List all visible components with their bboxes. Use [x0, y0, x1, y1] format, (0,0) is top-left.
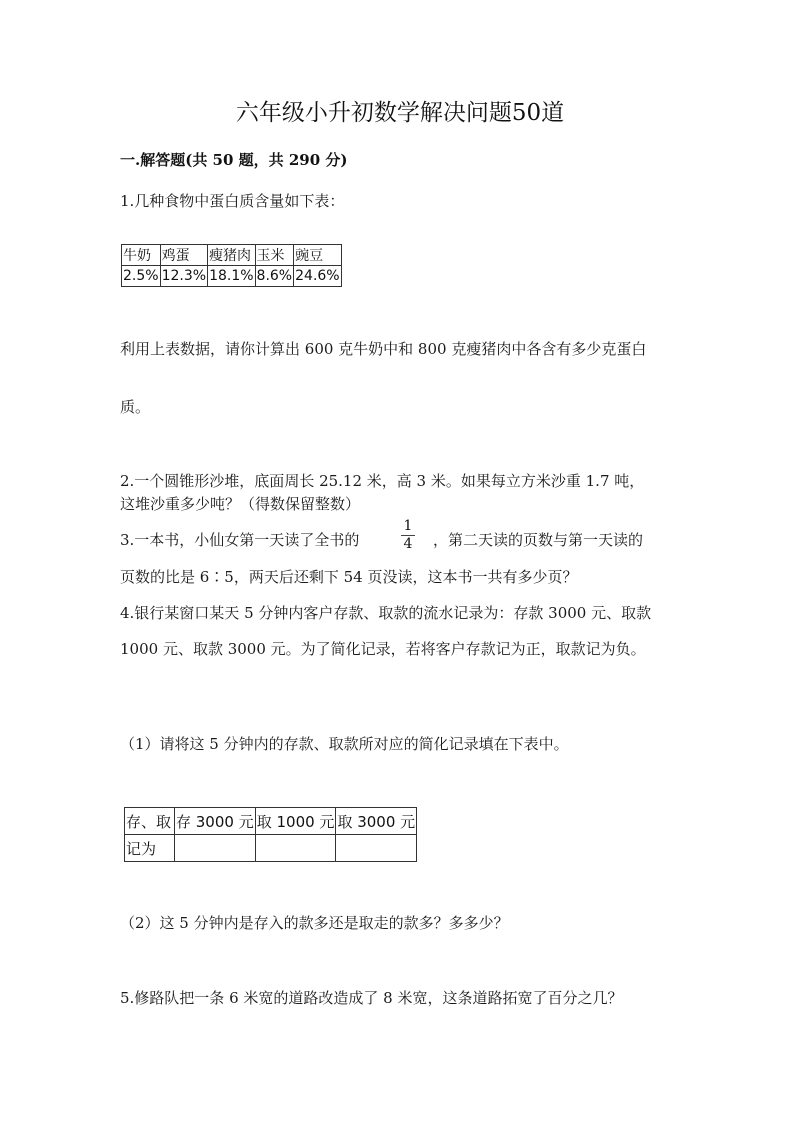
table-cell: 瘦猪肉 — [208, 245, 255, 266]
q5-line1: 5.修路队把一条 6 米宽的道路改造成了 8 米宽，这条道路拓宽了百分之几？ — [120, 989, 623, 1007]
record-table-row — [125, 835, 417, 862]
page-title: 六年级小升初数学解决问题50道 — [235, 100, 565, 126]
q4-line1: 4.银行某窗口某天 5 分钟内客户存款、取款的流水记录为：存款 3000 元、取款 — [120, 604, 652, 622]
record-table-row — [125, 808, 417, 835]
answer-cell — [175, 835, 256, 862]
q2-line1: 2.一个圆锥形沙堆，底面周长 25.12 米，高 3 米。如果每立方米沙重 1.7 吨， — [120, 472, 645, 490]
fraction-denominator: 4 — [403, 536, 413, 552]
table-cell: 鸡蛋 — [160, 245, 207, 266]
table-cell: 18.1% — [208, 266, 255, 287]
table-cell: 存 3000 元 — [175, 808, 256, 835]
table-cell: 取 3000 元 — [336, 808, 417, 835]
q1-intro: 1.几种食物中蛋白质含量如下表： — [120, 192, 345, 210]
table-cell: 玉米 — [255, 245, 294, 266]
table-cell: 牛奶 — [122, 245, 161, 266]
table-cell: 存、取 — [125, 808, 175, 835]
table-cell: 2.5% — [122, 266, 161, 287]
table-cell: 12.3% — [160, 266, 207, 287]
section-heading: 一.解答题(共 50 题，共 290 分) — [120, 151, 348, 169]
q1-text-line2: 质。 — [120, 398, 151, 416]
protein-table-value-row — [122, 266, 342, 287]
q4-sub2: （2）这 5 分钟内是存入的款多还是取走的款多？多多少？ — [120, 914, 509, 932]
table-cell: 记为 — [125, 835, 175, 862]
fraction-one-quarter — [401, 519, 415, 552]
q3-before-fraction: 3.一本书，小仙女第一天读了全书的 — [120, 531, 360, 549]
table-cell: 取 1000 元 — [255, 808, 336, 835]
q4-sub1: （1）请将这 5 分钟内的存款、取款所对应的简化记录填在下表中。 — [120, 735, 569, 753]
q1-text-line1: 利用上表数据，请你计算出 600 克牛奶中和 800 克瘦猪肉中各含有多少克蛋白 — [120, 340, 647, 358]
protein-table — [121, 244, 342, 287]
answer-cell — [255, 835, 336, 862]
q4-line2: 1000 元、取款 3000 元。为了简化记录，若将客户存款记为正，取款记为负。 — [120, 640, 646, 658]
table-cell: 豌豆 — [294, 245, 341, 266]
answer-cell — [336, 835, 417, 862]
protein-table-header-row — [122, 245, 342, 266]
fraction-numerator: 1 — [403, 518, 413, 534]
table-cell: 24.6% — [294, 266, 341, 287]
table-cell: 8.6% — [255, 266, 294, 287]
q3-after-fraction: ，第二天读的页数与第一天读的 — [433, 531, 644, 549]
record-table — [124, 807, 417, 862]
q3-line2: 页数的比是 6∶5，两天后还剩下 54 页没读，这本书一共有多少页？ — [120, 568, 578, 586]
q2-line2: 这堆沙重多少吨？（得数保留整数） — [120, 495, 361, 513]
